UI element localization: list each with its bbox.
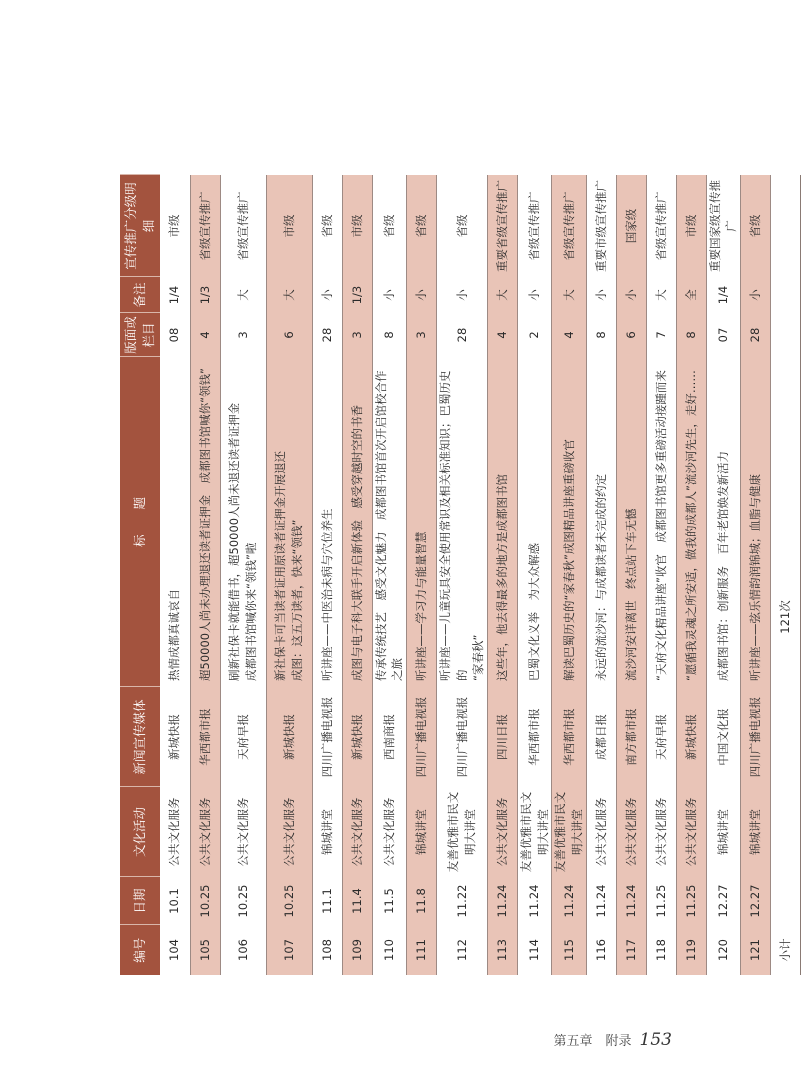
cell-level: 重要国家级宣传推广 [706,175,740,277]
header-media: 新闻宣传媒体 [120,687,160,787]
cell-title [160,357,190,687]
cell-title [220,357,266,687]
cell-page: 8 [372,313,406,357]
cell-number: 110 [372,925,406,975]
cell-date: 12.27 [740,877,770,925]
table-row [220,175,266,975]
cell-page: 28 [436,313,487,357]
chapter-label: 第五章 附录 [553,1034,632,1049]
total-value: 121次 [770,357,800,877]
cell-level: 市级 [266,175,312,277]
title-line: “家春秋” [471,634,486,681]
cell-activity: 锦城讲堂 [406,787,436,877]
cell-media: 四川广播电视报 [436,687,487,787]
cell-note: 小 [436,277,487,313]
title-line: 成图：这五万读者，快来“领钱” [290,519,304,681]
title-line: 成图与电子科大联手开启新体验 感受穿越时空的书香 [349,405,364,681]
cell-note: 小 [372,277,406,313]
cell-note: 1/3 [342,277,372,313]
cell-title [552,357,586,687]
cell-media: 西南商报 [372,687,406,787]
cell-note: 小 [312,277,342,313]
cell-number: 113 [487,925,517,975]
total-label: 小计 [770,925,800,975]
table-row [342,175,372,975]
cell-date: 10.25 [266,877,312,925]
cell-note: 小 [586,277,616,313]
cell-date: 11.4 [342,877,372,925]
header-date: 日期 [120,877,160,925]
cell-date: 11.24 [487,877,517,925]
cell-level: 市级 [160,175,190,277]
cell-date: 11.24 [616,877,646,925]
cell-page: 7 [646,313,676,357]
table-row [552,175,586,975]
table-row [436,175,487,975]
table-row [616,175,646,975]
cell-title [266,357,312,687]
table-row [676,175,706,975]
cell-activity: 友善优雅市民文明大讲堂 [552,787,586,877]
cell-activity: 公共文化服务 [487,787,517,877]
cell-page: 3 [220,313,266,357]
cell-level: 省级 [436,175,487,277]
cell-date: 11.25 [646,877,676,925]
cell-note: 小 [740,277,770,313]
cell-date: 11.1 [312,877,342,925]
table-row [586,175,616,975]
cell-media: 天府早报 [646,687,676,787]
cell-number: 118 [646,925,676,975]
cell-number: 108 [312,925,342,975]
cell-level: 省级宣传推广 [552,175,586,277]
title-line: 解读巴蜀历史的“家春秋”成图精品讲座重磅收官 [561,439,576,681]
title-line: 成都图书馆喊你来“领钱”啦 [244,542,258,681]
title-line: 流沙河安详离世 终点站下车无憾 [623,508,638,681]
header-note: 备注 [120,277,160,313]
cell-page: 8 [586,313,616,357]
title-line: 刷新社保卡就能借书，超50000人尚未退还读者证押金 [227,402,242,681]
cell-date: 11.24 [552,877,586,925]
cell-date: 11.8 [406,877,436,925]
cell-level: 省级宣传推广 [646,175,676,277]
cell-note: 大 [487,277,517,313]
cell-page: 28 [312,313,342,357]
cell-media: 四川广播电视报 [312,687,342,787]
title-line: 听讲座——弦乐情韵润锦城；血脂与健康 [748,474,763,681]
cell-number: 106 [220,925,266,975]
table-row [517,175,551,975]
cell-title [372,357,406,687]
cell-number: 117 [616,925,646,975]
header-activity: 文化活动 [120,787,160,877]
title-line: 热情成都真诚哀自 [167,589,182,681]
cell-date: 10.1 [160,877,190,925]
cell-title [406,357,436,687]
cell-level: 省级 [312,175,342,277]
cell-title [646,357,676,687]
cell-activity: 友善优雅市民文明大讲堂 [436,787,487,877]
table-row [406,175,436,975]
cell-activity: 锦城讲堂 [740,787,770,877]
cell-note: 小 [406,277,436,313]
cell-page: 08 [160,313,190,357]
cell-number: 105 [190,925,220,975]
cell-page: 3 [342,313,372,357]
cell-media: 四川日报 [487,687,517,787]
table-row [740,175,770,975]
cell-activity: 公共文化服务 [646,787,676,877]
cell-number: 111 [406,925,436,975]
page-number: 153 [639,1030,672,1050]
media-coverage-table [120,175,801,975]
table-row [266,175,312,975]
cell-note: 大 [646,277,676,313]
title-line: 永远的流沙河：与成都读者未完成的约定 [593,474,608,681]
cell-date: 11.24 [586,877,616,925]
total-row [770,175,800,975]
cell-number: 119 [676,925,706,975]
cell-media: 新城快报 [160,687,190,787]
title-line: 传承传统技艺 感受文化魅力 成都图书馆首次开启馆校合作之旅 [373,370,405,681]
cell-number: 115 [552,925,586,975]
cell-media: 南方都市报 [616,687,646,787]
cell-title [312,357,342,687]
table-row [487,175,517,975]
cell-media: 中国文化报 [706,687,740,787]
cell-level: 省级 [406,175,436,277]
cell-activity: 公共文化服务 [586,787,616,877]
title-line: 听讲座——中医治未病与穴位养生 [319,508,334,681]
cell-level: 省级宣传推广 [190,175,220,277]
cell-media: 新城快报 [676,687,706,787]
cell-activity: 公共文化服务 [342,787,372,877]
cell-note: 大 [552,277,586,313]
cell-number: 121 [740,925,770,975]
cell-page: 6 [266,313,312,357]
cell-page: 07 [706,313,740,357]
cell-note: 1/4 [706,277,740,313]
title-line: 听讲座——儿童玩具安全使用常识及相关标准知识；巴蜀历史的 [437,370,469,681]
cell-title [676,357,706,687]
cell-number: 114 [517,925,551,975]
cell-title [342,357,372,687]
cell-media: 新城快报 [266,687,312,787]
cell-page: 4 [487,313,517,357]
cell-date: 11.22 [436,877,487,925]
table-row [646,175,676,975]
table-row [160,175,190,975]
cell-note: 小 [616,277,646,313]
cell-number: 109 [342,925,372,975]
cell-media: 华西都市报 [552,687,586,787]
cell-activity: 友善优雅市民文明大讲堂 [517,787,551,877]
cell-title [616,357,646,687]
page-footer [554,1030,672,1050]
cell-level: 省级宣传推广 [517,175,551,277]
cell-title [740,357,770,687]
cell-level: 省级 [372,175,406,277]
title-line: “天府文化精品讲座”收官 成都图书馆更多重磅活动接踵而来 [653,370,668,681]
cell-level: 省级宣传推广 [220,175,266,277]
cell-activity: 公共文化服务 [676,787,706,877]
table-row [190,175,220,975]
cell-title [487,357,517,687]
cell-activity: 公共文化服务 [266,787,312,877]
cell-title [586,357,616,687]
cell-page: 8 [676,313,706,357]
cell-title [517,357,551,687]
header-title: 标 题 [120,357,160,687]
header-row [120,175,160,975]
cell-page: 4 [190,313,220,357]
cell-note: 1/4 [160,277,190,313]
cell-media: 四川广播电视报 [406,687,436,787]
table-row [372,175,406,975]
cell-media: 四川广播电视报 [740,687,770,787]
cell-level: 国家级 [616,175,646,277]
cell-activity: 公共文化服务 [616,787,646,877]
rotated-table-area [120,175,793,975]
cell-date: 11.25 [676,877,706,925]
cell-activity: 公共文化服务 [220,787,266,877]
title-line: 超50000人尚未办理退还读者证押金 成都图书馆喊你“领钱” [197,368,212,681]
cell-media: 天府早报 [220,687,266,787]
cell-level: 市级 [342,175,372,277]
cell-level: 市级 [676,175,706,277]
title-line: 新社保卡可当读者证用原读者证押金开展退还 [273,451,288,681]
cell-media: 华西都市报 [517,687,551,787]
cell-page: 3 [406,313,436,357]
cell-title [436,357,487,687]
cell-date: 10.25 [190,877,220,925]
title-line: 巴蜀文化义举 为大众解惑 [527,543,542,681]
cell-date: 11.5 [372,877,406,925]
cell-page: 6 [616,313,646,357]
table-row [706,175,740,975]
cell-title [190,357,220,687]
cell-page: 4 [552,313,586,357]
cell-level: 重要省级宣传推广 [487,175,517,277]
cell-activity: 公共文化服务 [190,787,220,877]
cell-number: 107 [266,925,312,975]
cell-date: 12.27 [706,877,740,925]
cell-number: 112 [436,925,487,975]
cell-activity: 公共文化服务 [160,787,190,877]
cell-number: 116 [586,925,616,975]
cell-media: 新城快报 [342,687,372,787]
cell-note: 大 [266,277,312,313]
cell-level: 重要市级宣传推广 [586,175,616,277]
cell-media: 华西都市报 [190,687,220,787]
header-page: 版面或栏目 [120,313,160,357]
cell-activity: 公共文化服务 [372,787,406,877]
table-row [312,175,342,975]
cell-activity: 锦城讲堂 [706,787,740,877]
cell-page: 28 [740,313,770,357]
cell-date: 10.25 [220,877,266,925]
cell-title [706,357,740,687]
cell-number: 104 [160,925,190,975]
title-line: “愿循我灵魂之所安适，做我的成都人”流沙河先生，走好…… [683,370,698,681]
header-number: 编号 [120,925,160,975]
cell-page: 2 [517,313,551,357]
cell-media: 成都日报 [586,687,616,787]
cell-note: 1/3 [190,277,220,313]
title-line: 成都图书馆：创新服务 百年老馆焕发新活力 [715,451,730,681]
cell-note: 大 [220,277,266,313]
cell-number: 120 [706,925,740,975]
header-level: 宣传推广分级明细 [120,175,160,277]
cell-date: 11.24 [517,877,551,925]
cell-note: 全 [676,277,706,313]
title-line: 这些年，他去得最多的地方是成都图书馆 [495,474,510,681]
cell-activity: 锦城讲堂 [312,787,342,877]
cell-level: 省级 [740,175,770,277]
title-line: 听讲座——学习力与能量智慧 [414,531,428,681]
cell-note: 小 [517,277,551,313]
